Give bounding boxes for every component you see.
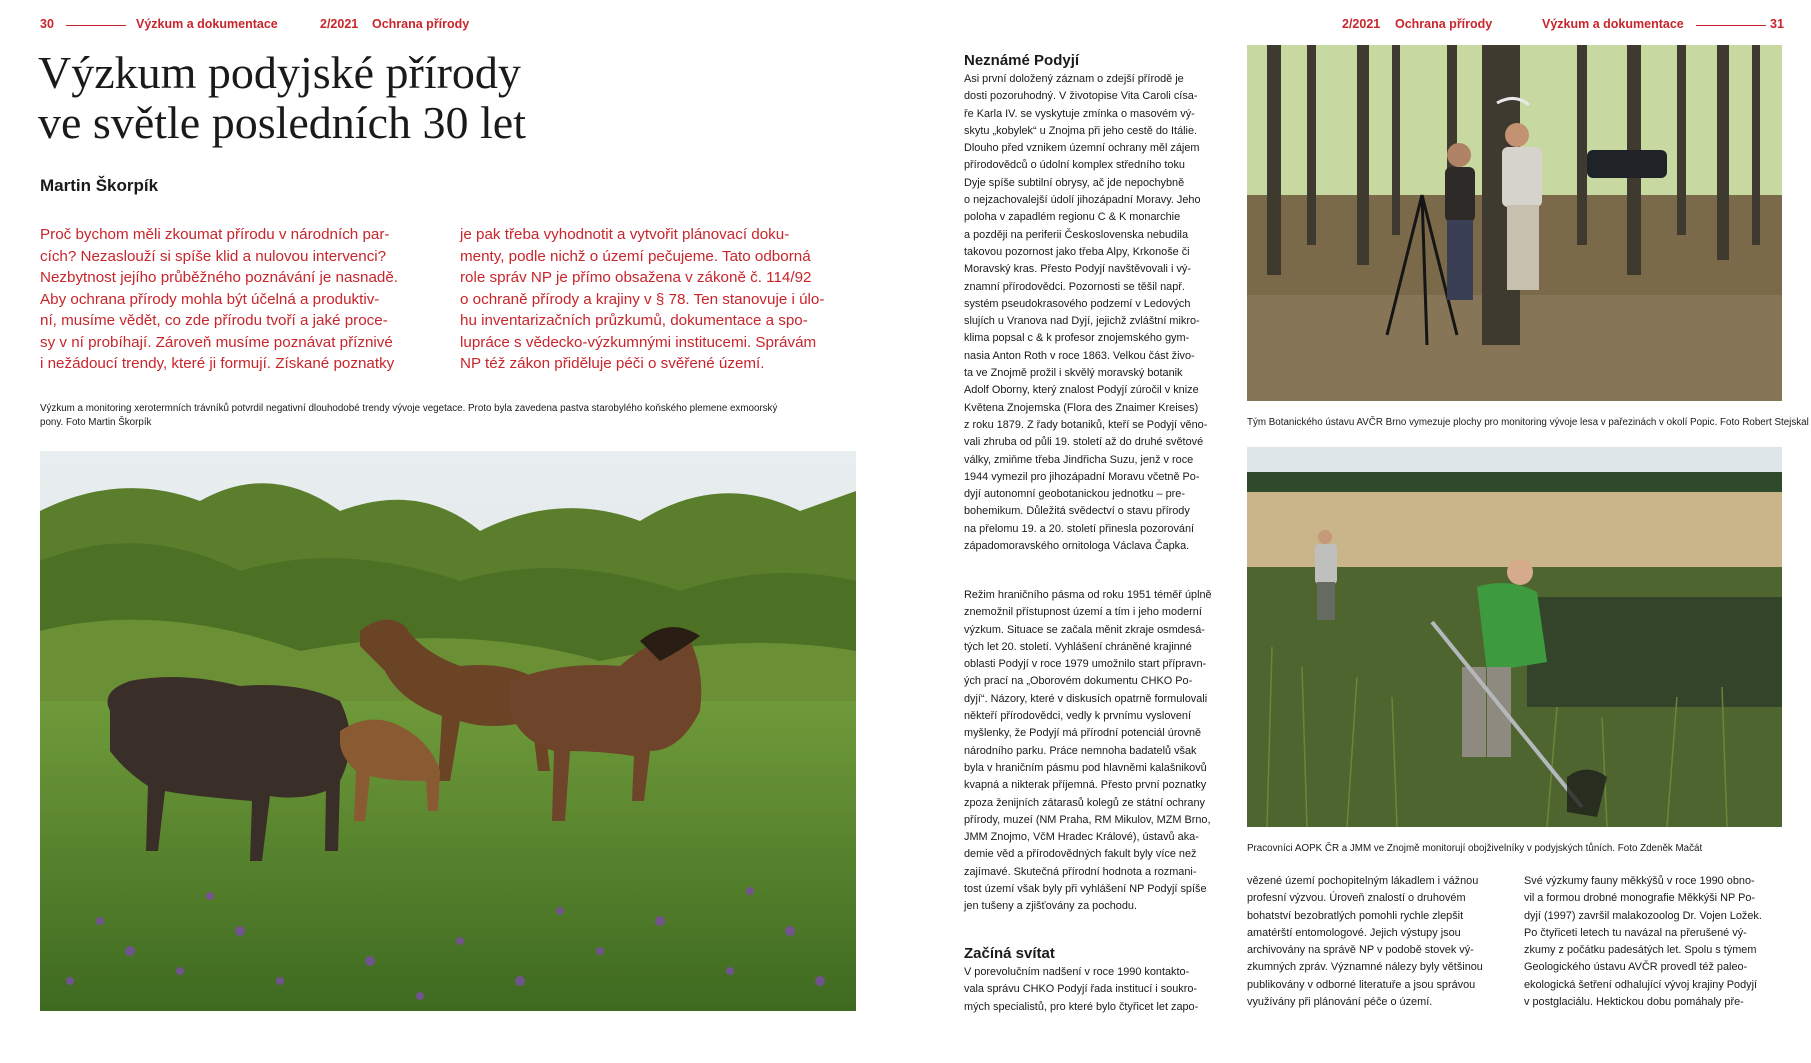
author-name: Martin Škorpík (40, 176, 159, 195)
right-header-section: Výzkum a dokumentace (1542, 17, 1684, 31)
body-line: Adolf Oborny, který znalost Podyjí zúročil v knize (964, 384, 1199, 397)
body-line: oblasti Podyjí v roce 1979 umožnilo start přípravn- (964, 658, 1207, 671)
photo-exmoor-ponies (40, 451, 856, 1011)
column-a-paragraph-3 (964, 964, 1226, 1016)
body-line: zpoza ženijních zátarasů kolegů ze státní ochrany (964, 796, 1205, 809)
body-line: Své výzkumy fauny měkkýšů v roce 1990 obno- (1524, 875, 1755, 887)
column-a-paragraph-2 (964, 587, 1226, 916)
title-line-2: ve světle posledních 30 let (38, 97, 526, 148)
body-line: poloha v zapadlém regionu C & K monarchie (964, 211, 1181, 224)
lead-line: role správ NP je přímo obsažena v zákoně č. 114/92 (460, 269, 812, 286)
body-line: Asi první doložený záznam o zdejší přírodě je (964, 73, 1184, 85)
body-line: tých let 20. století. Vyhlášení chráněné krajinné (964, 640, 1192, 653)
body-line: z roku 1879. Z řady botaniků, kteří se Podyjí věno- (964, 418, 1208, 431)
left-header-rule (66, 25, 126, 26)
caption-line: Výzkum a monitoring xerotermních trávníků potvrdil negativní dlouhodobé trendy vývoje vegetace. Proto byla zavedena pastva starobylého koňského plemene exmoorský (40, 403, 778, 414)
body-line: ých prací na „Oborovém dokumentu CHKO Po- (964, 675, 1193, 688)
body-line: přírodovědců o údolní komplex středního toku (964, 159, 1185, 172)
right-header-rule (1696, 25, 1766, 26)
body-line: zkumy z počátku padesátých let. Spolu s týmem (1524, 944, 1757, 957)
heading-zacina-svitat: Začíná svítat (964, 945, 1055, 962)
column-c (1524, 873, 1783, 1011)
left-header-section: Výzkum a dokumentace (136, 17, 278, 31)
body-line: znemožnil přístupnost území a tím i jeho moderní (964, 606, 1202, 619)
left-header-magazine: Ochrana přírody (372, 17, 470, 31)
lead-line: lupráce s vědecko-výzkumnými institucemi. Správám (460, 333, 817, 351)
body-line: někteří přírodovědci, vedly k prvnímu vyslovení (964, 710, 1191, 723)
body-line: takovou pozornost jako třeba Alpy, Krkonoše či (964, 245, 1190, 258)
body-line: využívány při plánování péče o území. (1247, 996, 1433, 1009)
body-line: mých specialistů, pro které bylo čtyřicet let zapo- (964, 1000, 1199, 1013)
body-line: znamní přírodovědci. Pozornosti se těšil např. (964, 280, 1185, 293)
body-line: a později na periferii Československa nebudila (964, 228, 1188, 241)
body-line: vali zhruba od půli 19. století až do druhé světové (964, 436, 1204, 449)
lead-column-1 (40, 224, 430, 375)
body-line: vězené území pochopitelným lákadlem i vážnou (1247, 875, 1479, 887)
lead-column-2 (460, 224, 855, 375)
body-line: Dyje spíše subtilní obrysy, ač jde nepochybně (964, 176, 1185, 189)
body-line: vala správu CHKO Podyjí řada institucí i soukro- (964, 983, 1198, 996)
body-line: bohemikum. Důležitá svědectví o stavu přírody (964, 505, 1190, 518)
column-a-paragraph-1 (964, 71, 1226, 555)
body-line: byla v hraničním pásmu pod hlavněmi kalašnikovů (964, 761, 1207, 774)
body-line: JMM Znojmo, VčM Hradec Králové), ústavů aka- (964, 831, 1199, 844)
heading-nezname-podyji: Neznámé Podyjí (964, 52, 1080, 69)
right-header-magazine: Ochrana přírody (1395, 17, 1493, 31)
body-line: dyjí (1997) završil malakozoolog Dr. Vojen Ložek. (1524, 909, 1762, 922)
body-line: kvapná a nikterak příjemná. Přesto první poznatky (964, 779, 1207, 792)
caption-forest: Tým Botanického ústavu AVČR Brno vymezuje plochy pro monitoring vývoje lesa v pařezinách v okolí Popic. Foto Robert Stejskal (1247, 417, 1809, 428)
lead-line: ní, musíme vědět, co zde přírodu tvoří a jaké proce- (40, 312, 388, 329)
body-line: Moravský kras. Přesto Podyjí navštěvovali i vý- (964, 263, 1191, 276)
body-line: 1944 vymezil pro jihozápadní Moravu včetně Po- (964, 470, 1200, 483)
body-line: ta ve Znojmě prožil i skvělý moravský botanik (964, 367, 1183, 380)
body-line: výzkum. Situace se začala měnit zkraje osmdesá- (964, 623, 1205, 636)
body-line: skytu „kobylek“ u Znojma při jeho cestě do Itálie. (964, 124, 1198, 137)
body-line: amatérští entomologové. Jejich výstupy jsou (1247, 926, 1461, 939)
body-line: zajímavé. Skutečná přírodní hodnota a rozmani- (964, 865, 1197, 878)
right-header-issue: 2/2021 (1342, 17, 1381, 31)
caption-pond: Pracovníci AOPK ČR a JMM ve Znojmě monitorují obojživelníky v podyjských tůních. Foto Zdeněk Mačát (1247, 843, 1703, 854)
body-line: na přelomu 19. a 20. století přinesla pozorování (964, 522, 1195, 535)
body-line: zkumných zpráv. Významné nálezy byly většinou (1247, 961, 1483, 974)
body-line: ře Karla IV. se vyskytuje zmínka o masovém vý- (964, 107, 1195, 120)
right-page-number: 31 (1770, 17, 1784, 31)
lead-line: je pak třeba vyhodnotit a vytvořit plánovací doku- (460, 226, 790, 243)
left-header-issue: 2/2021 (320, 17, 359, 31)
column-b (1247, 873, 1506, 1011)
body-line: demie věd a přírodovědných fakult byly více než (964, 848, 1197, 861)
body-line: dyjí“. Názory, které v diskusích opatrně formulovali (964, 692, 1208, 705)
body-line: Květena Znojemska (Flora des Znaimer Kreises) (964, 401, 1199, 414)
body-line: dosti pozoruhodný. V životopise Vita Caroli císa- (964, 90, 1198, 103)
left-page-number: 30 (40, 17, 54, 31)
photo-pond-monitoring (1247, 447, 1782, 827)
caption-horses (40, 402, 860, 429)
body-line: národního parku. Práce nemnoha badatelů však (964, 744, 1197, 757)
lead-line: hu inventarizačních průzkumů, dokumentace a spo- (460, 312, 808, 329)
body-line: archivovány na správě NP v podobě stovek vý- (1247, 944, 1474, 957)
body-line: dyjí autonomní geobotanickou jednotku – pre- (964, 488, 1185, 501)
lead-line: NP též zákon přiděluje péči o svěřené území. (460, 355, 765, 372)
body-line: myšlenky, že Podyjí má přírodní potenciál úrovně (964, 727, 1202, 740)
lead-line: Aby ochrana přírody mohla být účelná a produktiv- (40, 290, 380, 308)
caption-line: pony. Foto Martin Škorpík (40, 416, 152, 428)
article-title (38, 48, 798, 148)
lead-line: cích? Nezaslouží si spíše klid a nulovou intervenci? (40, 247, 387, 265)
lead-line: o ochraně přírody a krajiny v § 78. Ten stanovuje i úlo- (460, 290, 825, 308)
photo-forest-monitoring (1247, 45, 1782, 401)
body-line: války, zmiňme třeba Jindřicha Suzu, jenž v roce (964, 453, 1194, 466)
body-line: klima popsal c & k profesor znojemského gym- (964, 332, 1190, 345)
body-line: přírody, muzeí (NM Praha, RM Mikulov, MZM Brno, (964, 813, 1211, 826)
body-line: nasia Anton Roth v roce 1863. Velkou část živo- (964, 349, 1195, 362)
body-line: vil a formou drobné monografie Měkkýši NP Po- (1524, 892, 1756, 905)
body-line: tost území však byly při vyhlášení NP Podyjí spíše (964, 883, 1207, 896)
body-line: publikovány v odborné literatuře a jsou správou (1247, 978, 1476, 991)
body-line: jen tušeny a zjišťovány za pochodu. (964, 900, 1137, 913)
lead-line: menty, podle nichž o území pečujeme. Tato odborná (460, 247, 811, 265)
body-line: Po čtyřiceti letech tu navázal na přerušené vý- (1524, 926, 1747, 939)
body-line: bohatství bezobratlých pomohli rychle zlepšit (1247, 909, 1464, 922)
body-line: v postglaciálu. Hektickou dobu pomáhaly pře- (1524, 996, 1744, 1009)
body-line: ekologická šetření odhalující vývoj krajiny Podyjí (1524, 978, 1758, 991)
body-line: Dlouho před vznikem územní ochrany měl zájem (964, 142, 1200, 155)
lead-line: i nežádoucí trendy, které ji formují. Získané poznatky (40, 355, 395, 372)
body-line: Geologického ústavu AVČR provedl též paleo- (1524, 961, 1748, 974)
body-line: V porevolučním nadšení v roce 1990 kontakto- (964, 966, 1190, 978)
lead-line: sy v ní probíhají. Zároveň musíme poznávat příznivé (40, 333, 393, 351)
lead-line: Nezbytnost jejího průběžného poznávání je nasnadě. (40, 269, 399, 286)
body-line: systém pseudokrasového podzemí v Ledových (964, 297, 1191, 310)
body-line: o nejzachovalejší údolí jihozápadní Moravy. Jeho (964, 194, 1201, 207)
body-line: Režim hraničního pásma od roku 1951 téměř úplně (964, 589, 1212, 601)
body-line: západomoravského ornitologa Václava Čapka. (964, 540, 1190, 553)
body-line: slujích u Vranova nad Dyjí, jejichž zvláštní mikro- (964, 315, 1200, 328)
lead-line: Proč bychom měli zkoumat přírodu v národních par- (40, 226, 390, 243)
body-line: profesní výzvou. Úroveň znalostí o druhovém (1247, 892, 1466, 905)
title-line-1: Výzkum podyjské přírody (38, 47, 521, 98)
